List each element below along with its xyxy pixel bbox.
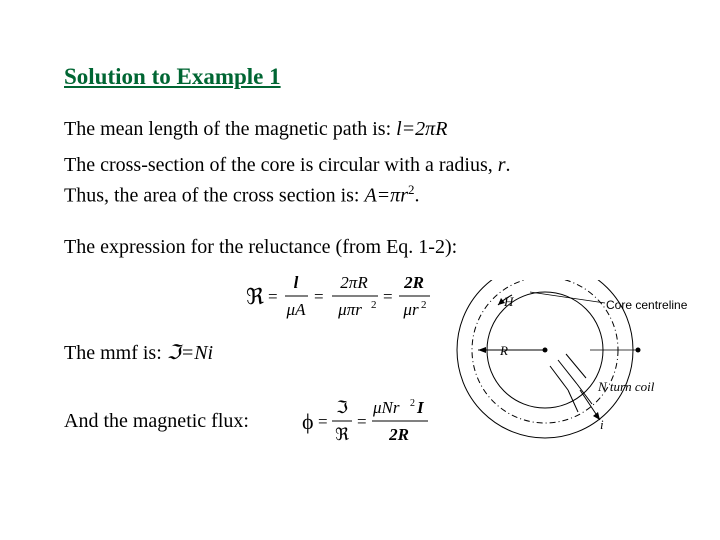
- frac3-numerator: 2R: [404, 273, 424, 292]
- toroid-diagram: [440, 280, 710, 450]
- frac3-denominator: μr: [403, 300, 419, 319]
- frac2-denominator: μπr: [338, 300, 362, 319]
- flux-frac1-denominator: ℜ: [335, 425, 349, 444]
- cross-section-line: [64, 154, 511, 177]
- area-period: .: [414, 184, 420, 207]
- reluctance-equation: [240, 268, 440, 324]
- flux-equals-1: =: [318, 412, 328, 431]
- flux-equals-2: =: [357, 412, 367, 431]
- flux-frac2-num-exponent: 2: [410, 398, 415, 409]
- path-length-line: [64, 118, 447, 141]
- frac2-numerator: 2πR: [340, 273, 368, 292]
- mmf-formula: ℑ=Ni: [166, 342, 214, 364]
- center-point: [543, 348, 548, 353]
- equals-sign-2: =: [314, 287, 324, 306]
- area-text: Thus, the area of the cross section is:: [64, 184, 365, 207]
- label-core-centreline: Core centreline: [606, 298, 688, 312]
- radius-var: r: [497, 154, 506, 176]
- flux-symbol: ϕ: [302, 409, 314, 434]
- cross-section-text: The cross-section of the core is circular with a radius,: [64, 154, 498, 176]
- flux-frac2-denominator: 2R: [389, 425, 409, 444]
- frac1-numerator: l: [293, 273, 299, 292]
- equals-sign-1: =: [268, 287, 278, 306]
- flux-line: And the magnetic flux:: [64, 410, 249, 432]
- frac1-denominator: μA: [286, 300, 306, 319]
- frac3-den-exponent: 2: [421, 299, 427, 311]
- core-centreline-leader: [530, 292, 605, 303]
- mmf-line: [64, 340, 213, 365]
- coil-lead-1: [568, 390, 578, 412]
- path-length-formula: l=2πR: [396, 118, 448, 140]
- label-r: R: [500, 343, 508, 358]
- flux-equation: [298, 394, 438, 448]
- area-line: [64, 182, 419, 208]
- label-current-i: i: [600, 417, 604, 432]
- equals-sign-3: =: [383, 287, 393, 306]
- mmf-text: The mmf is:: [64, 342, 167, 364]
- frac2-den-exponent: 2: [371, 299, 377, 311]
- label-h: H: [504, 294, 514, 309]
- current-arrowhead: [593, 412, 600, 420]
- area-exponent: 2: [407, 182, 415, 197]
- flux-frac2-numerator: μNr: [373, 398, 400, 417]
- area-formula: A=πr: [364, 184, 408, 207]
- coil-leader-dot: [636, 348, 641, 353]
- cross-section-period: .: [505, 154, 511, 176]
- reluctance-intro-line: The expression for the reluctance (from Eq. 1-2):: [64, 236, 458, 258]
- reluctance-symbol: ℜ: [246, 284, 264, 309]
- flux-frac1-numerator: ℑ: [336, 398, 348, 417]
- radius-arrowhead: [478, 347, 486, 353]
- label-n-turn-coil: N turn coil: [598, 379, 655, 394]
- path-length-text: The mean length of the magnetic path is:: [64, 118, 397, 140]
- flux-frac2-num-current: I: [417, 398, 424, 417]
- slide-title: Solution to Example 1: [64, 64, 281, 89]
